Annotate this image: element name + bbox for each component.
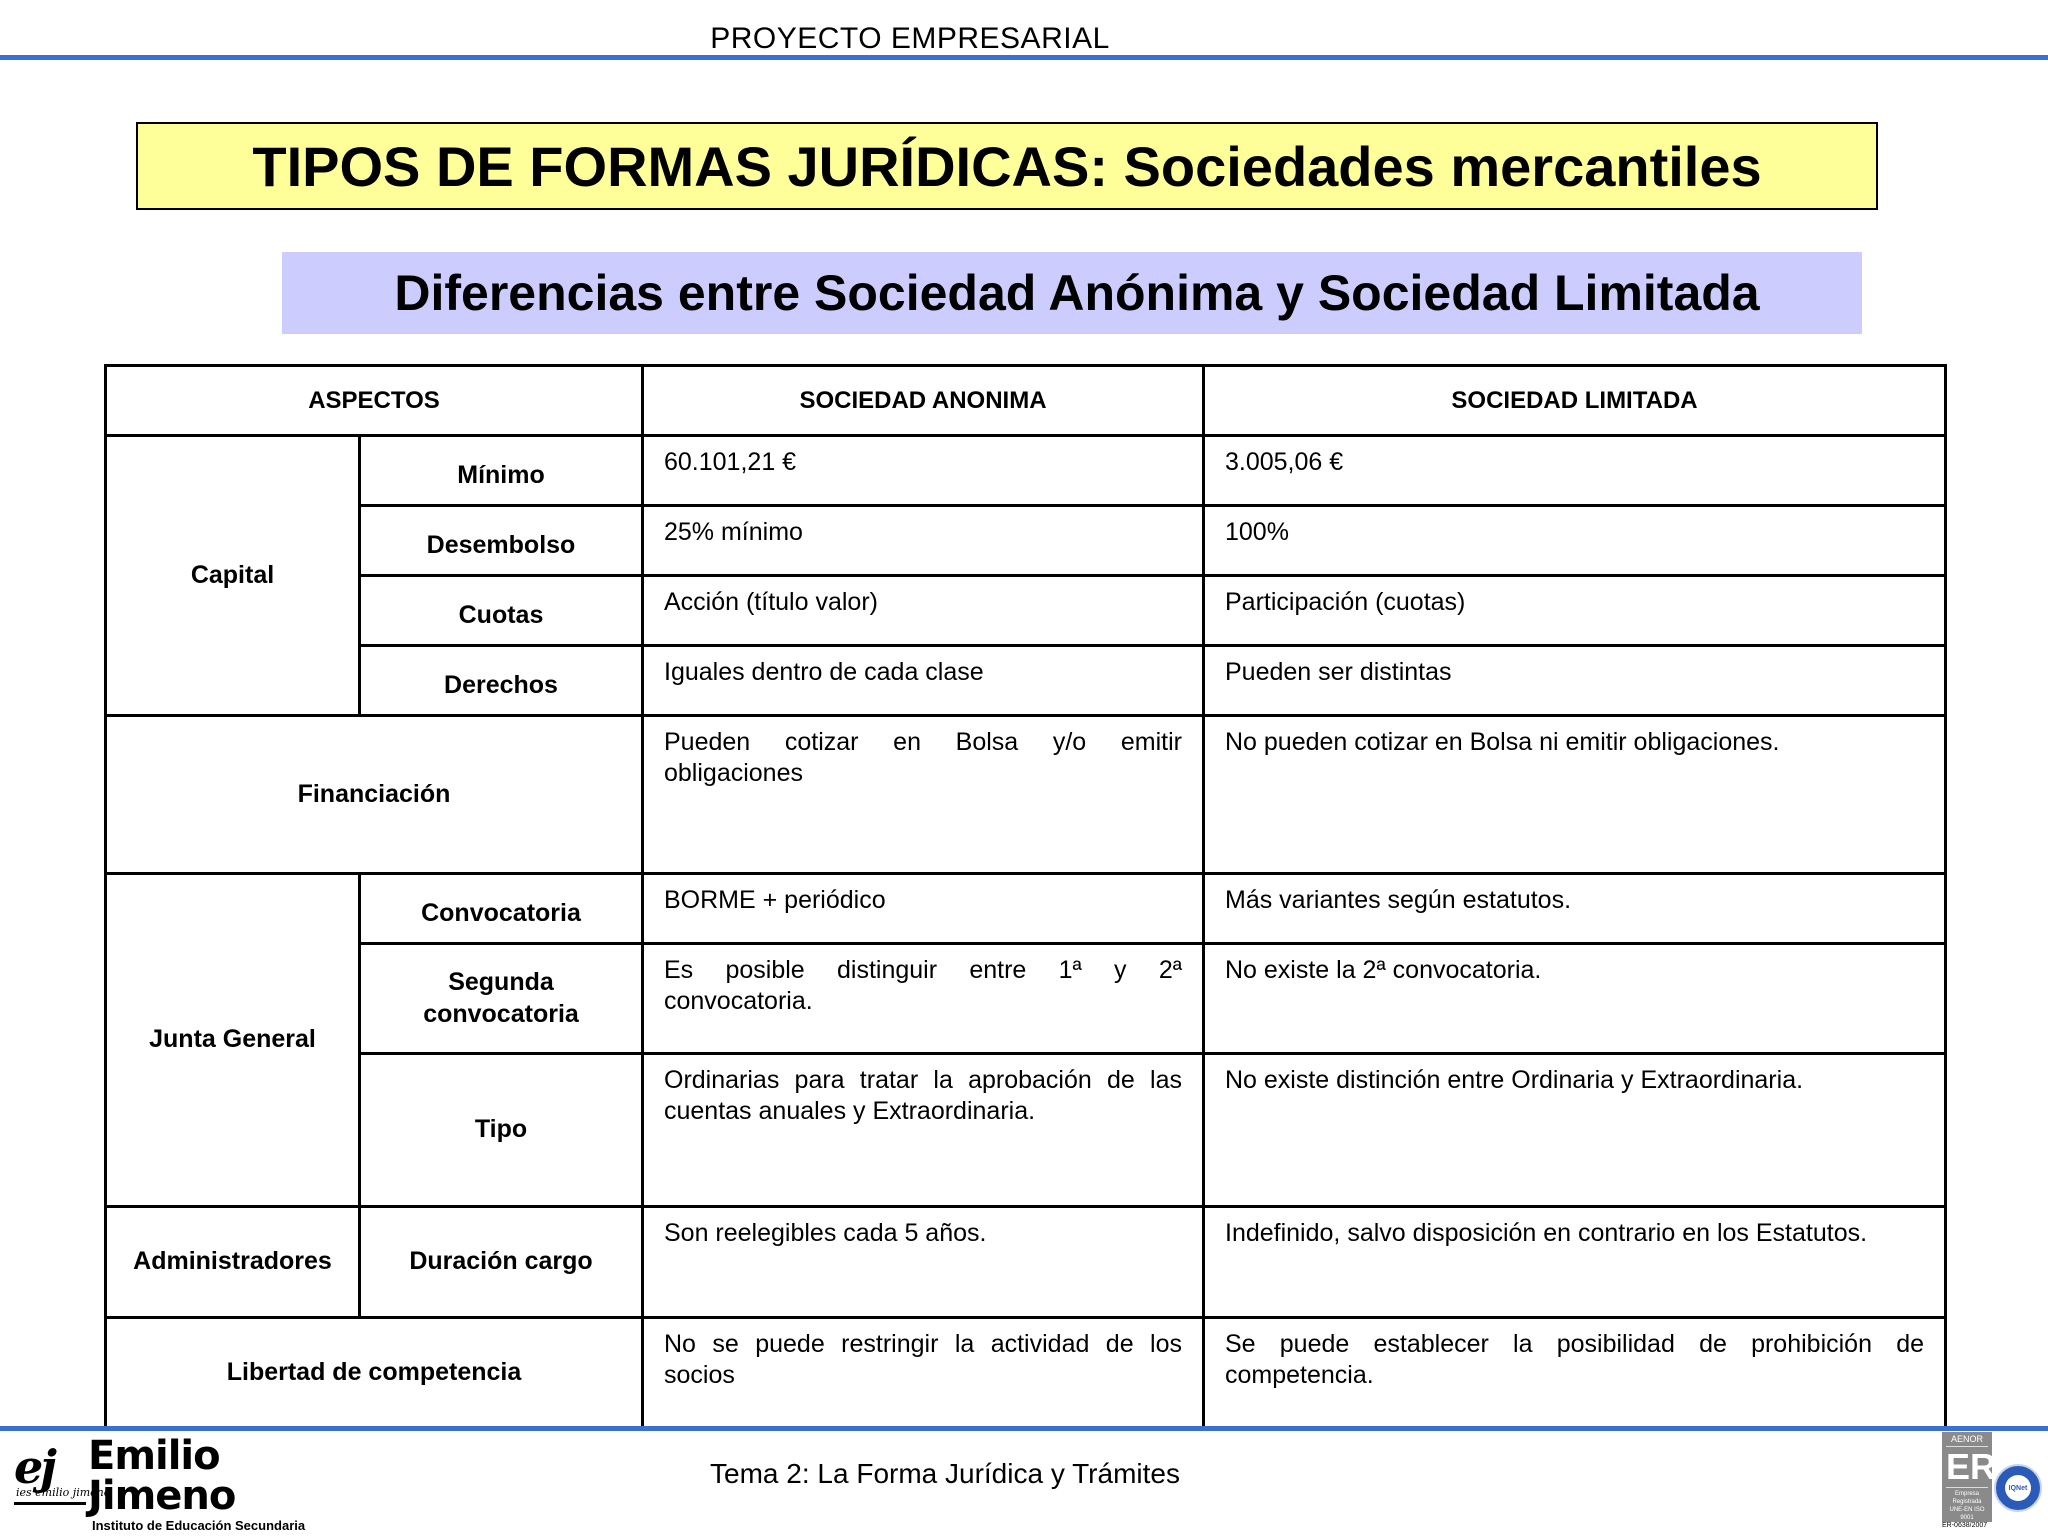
logo-name-line2: Jimeno — [88, 1473, 236, 1519]
iqnet-label: IQNet — [2005, 1475, 2031, 1501]
row-label-administradores: Administradores — [106, 1207, 360, 1318]
cell-sa-segunda-convocatoria: Es posible distinguir entre 1ª y 2ª convocatoria. — [643, 944, 1204, 1054]
table-header-row — [106, 366, 1946, 436]
row-label-financiacion: Financiación — [106, 716, 643, 874]
header-aspectos: ASPECTOS — [106, 366, 643, 436]
cell-sa-financiacion: Pueden cotizar en Bolsa y/o emitir obligaciones — [643, 716, 1204, 874]
comparison-table — [104, 364, 1947, 1429]
logo-underline — [14, 1502, 86, 1505]
cell-sa-duracion-cargo: Son reelegibles cada 5 años. — [643, 1207, 1204, 1318]
table-row — [106, 1207, 1946, 1318]
row-label-tipo: Tipo — [360, 1054, 643, 1207]
header-title: PROYECTO EMPRESARIAL — [710, 22, 1110, 55]
logo-script-text: ies emilio jimeno — [16, 1486, 111, 1499]
footer-title: Tema 2: La Forma Jurídica y Trámites — [710, 1458, 1180, 1489]
table-row — [106, 1318, 1946, 1428]
footer-rule — [0, 1426, 2048, 1431]
aenor-norm: UNE-EN ISO 9001 — [1949, 1507, 1985, 1521]
aenor-label: AENOR — [1950, 1434, 1983, 1444]
row-label-cuotas: Cuotas — [360, 576, 643, 646]
aenor-code: ER-0638/2007 — [1942, 1522, 1988, 1529]
table-row — [106, 716, 1946, 874]
slide-subtitle — [282, 252, 1862, 334]
cell-sl-convocatoria: Más variantes según estatutos. — [1204, 874, 1946, 944]
cell-sa-minimo: 60.101,21 € — [643, 436, 1204, 506]
group-label-capital: Capital — [106, 436, 360, 716]
table-row — [106, 436, 1946, 506]
iqnet-badge — [1994, 1464, 2042, 1512]
header-rule — [0, 55, 2048, 60]
header-sociedad-limitada: SOCIEDAD LIMITADA — [1204, 366, 1946, 436]
cell-sa-desembolso: 25% mínimo — [643, 506, 1204, 576]
cell-sl-derechos: Pueden ser distintas — [1204, 646, 1946, 716]
table-row — [106, 874, 1946, 944]
row-label-derechos: Derechos — [360, 646, 643, 716]
slide-title-text: TIPOS DE FORMAS JURÍDICAS: Sociedades mercantiles — [252, 134, 1762, 198]
cell-sl-minimo: 3.005,06 € — [1204, 436, 1946, 506]
cell-sl-duracion-cargo: Indefinido, salvo disposición en contrario en los Estatutos. — [1204, 1207, 1946, 1318]
row-label-libertad-competencia: Libertad de competencia — [106, 1318, 643, 1428]
cell-sl-segunda-convocatoria: No existe la 2ª convocatoria. — [1204, 944, 1946, 1054]
cell-sl-cuotas: Participación (cuotas) — [1204, 576, 1946, 646]
cell-sa-cuotas: Acción (título valor) — [643, 576, 1204, 646]
table-row — [106, 1054, 1946, 1207]
cell-sl-financiacion: No pueden cotizar en Bolsa ni emitir obligaciones. — [1204, 716, 1946, 874]
row-label-convocatoria: Convocatoria — [360, 874, 643, 944]
slide-title — [136, 122, 1878, 210]
logo-name-line1: Emilio — [88, 1433, 220, 1479]
cell-sl-libertad-competencia: Se puede establecer la posibilidad de prohibición de competencia. — [1204, 1318, 1946, 1428]
aenor-line2: Registrada — [1952, 1499, 1982, 1505]
row-label-duracion-cargo: Duración cargo — [360, 1207, 643, 1318]
header-sociedad-anonima: SOCIEDAD ANONIMA — [643, 366, 1204, 436]
logo-institute: Instituto de Educación Secundaria — [92, 1518, 306, 1533]
aenor-certification-badge — [1942, 1432, 1997, 1522]
aenor-er-mark: ER — [1946, 1446, 1997, 1487]
group-label-junta-general: Junta General — [106, 874, 360, 1207]
aenor-line1: Empresa — [1954, 1491, 1979, 1497]
logo-mark: ej — [14, 1440, 54, 1494]
cell-sl-desembolso: 100% — [1204, 506, 1946, 576]
table-row — [106, 944, 1946, 1054]
cell-sa-libertad-competencia: No se puede restringir la actividad de los socios — [643, 1318, 1204, 1428]
cell-sa-derechos: Iguales dentro de cada clase — [643, 646, 1204, 716]
cell-sl-tipo: No existe distinción entre Ordinaria y Extraordinaria. — [1204, 1054, 1946, 1207]
table-row — [106, 506, 1946, 576]
cell-sa-convocatoria: BORME + periódico — [643, 874, 1204, 944]
table-row — [106, 646, 1946, 716]
row-label-minimo: Mínimo — [360, 436, 643, 506]
slide-subtitle-text: Diferencias entre Sociedad Anónima y Sociedad Limitada — [394, 265, 1760, 321]
row-label-segunda-convocatoria: Segunda convocatoria — [360, 944, 643, 1054]
table-row — [106, 576, 1946, 646]
row-label-desembolso: Desembolso — [360, 506, 643, 576]
cell-sa-tipo: Ordinarias para tratar la aprobación de las cuentas anuales y Extraordinaria. — [643, 1054, 1204, 1207]
